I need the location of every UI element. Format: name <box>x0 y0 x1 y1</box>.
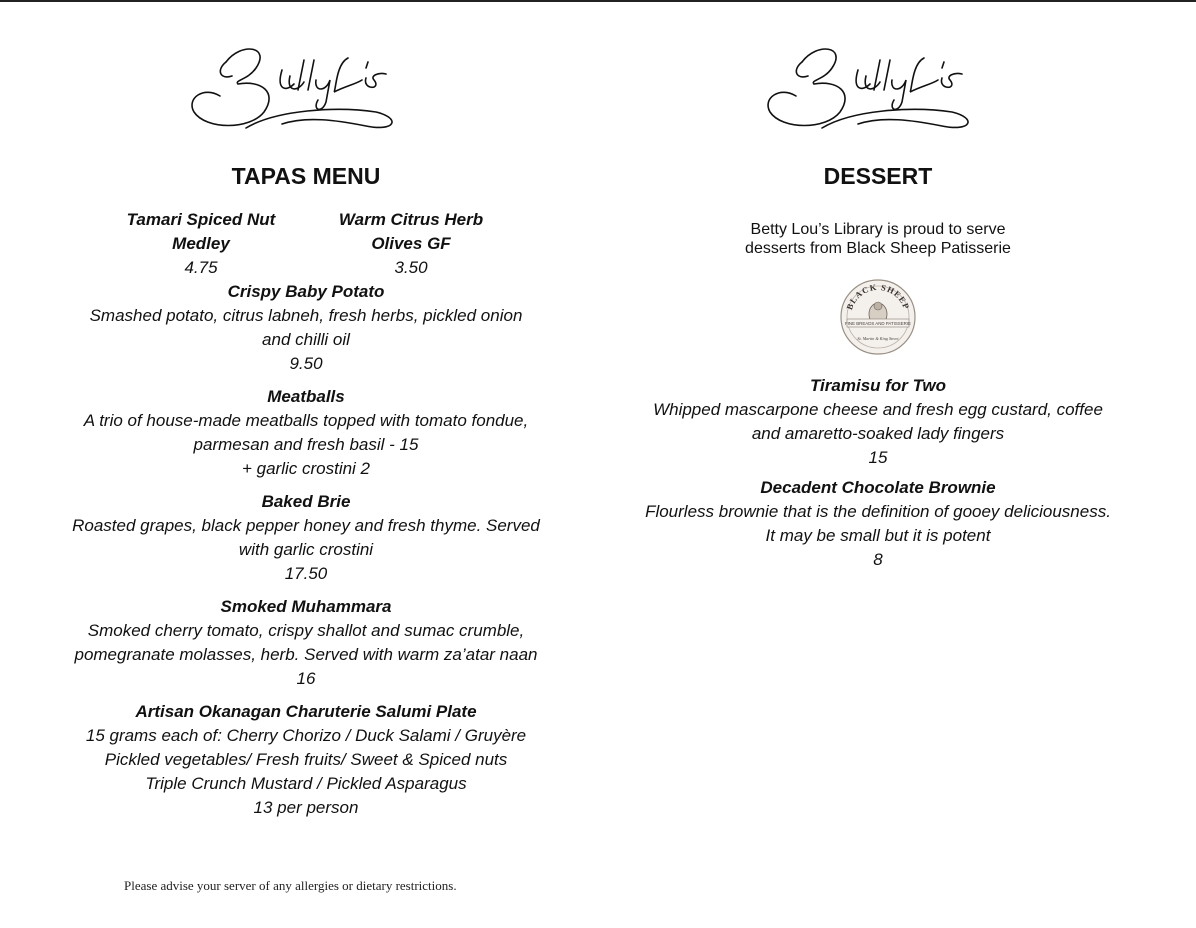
item-description: with garlic crostini <box>238 540 374 559</box>
dessert-title: DESSERT <box>823 163 933 189</box>
tapas-column <box>40 208 572 829</box>
item-name: Artisan Okanagan Charuterie Salumi Plate <box>135 702 477 721</box>
item-price: 9.50 <box>289 354 323 373</box>
item-description: 15 grams each of: Cherry Chorizo / Duck Salami / Gruyère <box>85 726 527 745</box>
menu-item <box>40 700 572 820</box>
betty-lous-logo <box>186 40 406 132</box>
item-description: parmesan and fresh basil - 15 <box>193 435 419 454</box>
item-description: It may be small but it is potent <box>765 526 991 545</box>
item-description: Whipped mascarpone cheese and fresh egg custard, coffee <box>653 400 1103 419</box>
menu-item <box>40 490 572 586</box>
menu-item <box>40 595 572 691</box>
item-description: Triple Crunch Mustard / Pickled Asparagus <box>145 774 467 793</box>
item-price: 8 <box>873 550 883 569</box>
logo-text: Betty Lou's <box>186 40 191 41</box>
item-name: Medley <box>172 234 230 253</box>
item-name: Baked Brie <box>261 492 351 511</box>
menu-item <box>612 476 1144 572</box>
dessert-intro <box>678 220 1078 258</box>
dessert-column <box>612 374 1144 581</box>
item-name: Decadent Chocolate Brownie <box>760 478 996 497</box>
item-description: Flourless brownie that is the definition of gooey deliciousness. <box>645 502 1111 521</box>
tapas-pair-row <box>40 208 572 280</box>
badge-band-text: FINE BREADS AND PATISSERIE <box>845 321 911 327</box>
item-name: Meatballs <box>267 387 345 406</box>
item-description: and chilli oil <box>262 330 350 349</box>
black-sheep-badge <box>839 278 917 356</box>
intro-line: desserts from Black Sheep Patisserie <box>745 240 1011 257</box>
item-price: 13 per person <box>253 798 359 817</box>
menu-item <box>40 280 572 376</box>
item-description: Smashed potato, citrus labneh, fresh herbs, pickled onion <box>89 306 523 325</box>
menu-item <box>612 374 1144 470</box>
badge-arc-text: BLACK SHEEP <box>844 281 912 312</box>
item-name: Smoked Muhammara <box>220 597 392 616</box>
item-price: 3.50 <box>394 258 428 277</box>
item-description: pomegranate molasses, herb. Served with warm za’atar naan <box>74 645 538 664</box>
item-price: + garlic crostini 2 <box>241 459 371 478</box>
item-name: Tamari Spiced Nut <box>126 210 276 229</box>
menu-item <box>111 208 291 280</box>
item-description: Pickled vegetables/ Fresh fruits/ Sweet & Spiced nuts <box>104 750 508 769</box>
tapas-menu-title: TAPAS MENU <box>231 163 381 189</box>
intro-line: Betty Lou’s Library is proud to serve <box>750 221 1006 238</box>
menu-item <box>40 385 572 481</box>
item-description: Smoked cherry tomato, crispy shallot and sumac crumble, <box>87 621 525 640</box>
item-description: A trio of house-made meatballs topped with tomato fondue, <box>83 411 529 430</box>
badge-bottom-text: St. Martin & King Street <box>857 336 899 341</box>
item-description: and amaretto-soaked lady fingers <box>751 424 1005 443</box>
item-name: Warm Citrus Herb <box>338 210 484 229</box>
betty-lous-logo <box>762 40 982 132</box>
item-name: Tiramisu for Two <box>809 376 947 395</box>
item-price: 15 <box>868 448 888 467</box>
item-name: Olives GF <box>371 234 451 253</box>
item-name: Crispy Baby Potato <box>227 282 385 301</box>
menu-item <box>321 208 501 280</box>
allergy-note: Please advise your server of any allergies or dietary restrictions. <box>124 878 457 893</box>
item-price: 17.50 <box>284 564 328 583</box>
item-price: 16 <box>296 669 316 688</box>
item-description: Roasted grapes, black pepper honey and fresh thyme. Served <box>72 516 540 535</box>
item-price: 4.75 <box>184 258 218 277</box>
